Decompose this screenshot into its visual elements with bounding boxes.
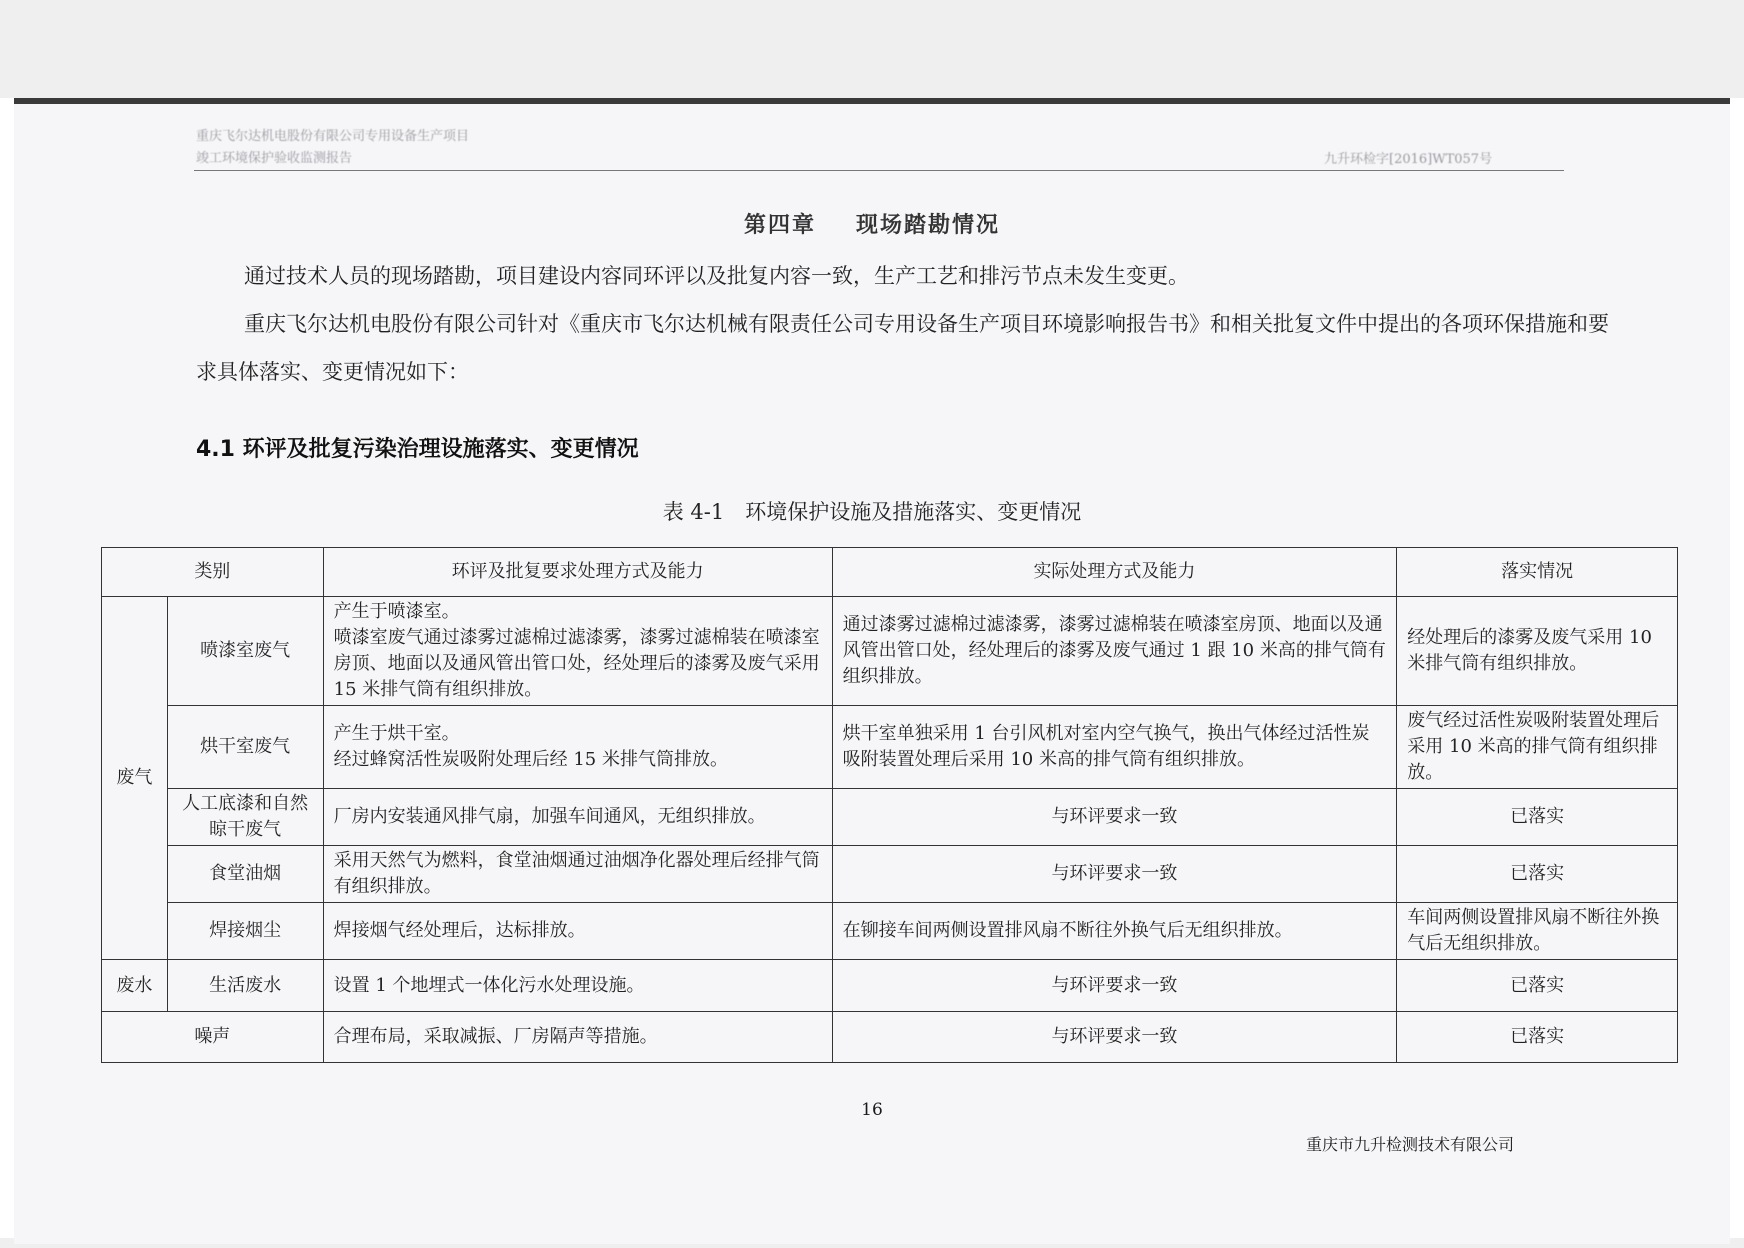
requirement-line: 产生于烘干室。 [333,723,460,744]
footer-company: 重庆市九升检测技术有限公司 [1306,1135,1515,1154]
intro-paragraph-1: 通过技术人员的现场踏勘，项目建设内容同环评以及批复内容一致，生产工艺和排污节点未发生变更。 [244,264,1189,288]
header-actual: 实际处理方式及能力 [832,548,1397,597]
scan-background-top [0,0,1744,98]
requirement-line: 喷漆室废气通过漆雾过滤棉过滤漆雾，漆雾过滤棉装在喷漆室房顶、地面以及通风管出管口处，经处理后的漆雾及废气采用 15 米排气筒有组织排放。 [333,627,820,700]
row-actual: 与环评要求一致 [832,1012,1397,1063]
row-requirement: 合理布局，采取减振、厂房隔声等措施。 [323,1012,832,1063]
row-requirement [323,706,832,789]
row-item: 焊接烟尘 [167,903,323,960]
chapter-title: 现场踏勘情况 [856,212,1001,238]
document-page [14,98,1730,1244]
requirement-line: 产生于喷漆室。 [333,601,460,622]
chapter-heading [14,208,1730,239]
table-row [102,706,1678,789]
row-status: 车间两侧设置排风扇不断往外换气后无组织排放。 [1397,903,1678,960]
requirement-line: 经过蜂窝活性炭吸附处理后经 15 米排气筒排放。 [333,749,728,770]
row-status: 已落实 [1397,960,1678,1012]
header-report-name: 竣工环境保护验收监测报告 [196,151,353,166]
row-item: 噪声 [102,1012,324,1063]
row-status: 已落实 [1397,789,1678,846]
row-item: 喷漆室废气 [167,597,323,706]
table-row [102,789,1678,846]
header-category: 类别 [102,548,324,597]
table-row [102,597,1678,706]
header-divider [194,170,1564,171]
row-requirement: 设置 1 个地埋式一体化污水处理设施。 [323,960,832,1012]
table-header-row [102,548,1678,597]
table-row [102,960,1678,1012]
group-waste-gas: 废气 [102,597,168,960]
table-row [102,1012,1678,1063]
row-item: 食堂油烟 [167,846,323,903]
row-actual: 烘干室单独采用 1 台引风机对室内空气换气，换出气体经过活性炭吸附装置处理后采用 10 米高的排气筒有组织排放。 [832,706,1397,789]
row-item: 烘干室废气 [167,706,323,789]
running-header-left [196,126,469,170]
table-row [102,846,1678,903]
row-actual: 与环评要求一致 [832,960,1397,1012]
row-status: 已落实 [1397,846,1678,903]
chapter-number: 第四章 [743,212,816,238]
header-report-number: 九升环检字[2016]WT057号 [1324,152,1493,167]
section-heading: 4.1 环评及批复污染治理设施落实、变更情况 [196,437,639,462]
header-project-name: 重庆飞尔达机电股份有限公司专用设备生产项目 [196,129,470,144]
row-status: 废气经过活性炭吸附装置处理后采用 10 米高的排气筒有组织排放。 [1397,706,1678,789]
row-status: 经处理后的漆雾及废气采用 10 米排气筒有组织排放。 [1397,597,1678,706]
row-requirement: 焊接烟气经处理后，达标排放。 [323,903,832,960]
header-status: 落实情况 [1397,548,1678,597]
intro-paragraph-2: 重庆飞尔达机电股份有限公司针对《重庆市飞尔达机械有限责任公司专用设备生产项目环境影响报告书》和相关批复文件中提出的各项环保措施和要求具体落实、变更情况如下： [196,312,1609,384]
group-waste-water: 废水 [102,960,168,1012]
page-number: 16 [861,1100,883,1120]
row-actual: 与环评要求一致 [832,789,1397,846]
row-requirement: 采用天然气为燃料，食堂油烟通过油烟净化器处理后经排气筒有组织排放。 [323,846,832,903]
header-requirement: 环评及批复要求处理方式及能力 [323,548,832,597]
row-actual: 与环评要求一致 [832,846,1397,903]
measures-table [101,547,1678,1063]
row-actual: 在铆接车间两侧设置排风扇不断往外换气后无组织排放。 [832,903,1397,960]
row-item: 人工底漆和自然晾干废气 [167,789,323,846]
row-requirement [323,597,832,706]
table-caption: 表 4-1 环境保护设施及措施落实、变更情况 [662,500,1082,524]
row-item: 生活废水 [167,960,323,1012]
row-actual: 通过漆雾过滤棉过滤漆雾，漆雾过滤棉装在喷漆室房顶、地面以及通风管出管口处，经处理后的漆雾及废气通过 1 跟 10 米高的排气筒有组织排放。 [832,597,1397,706]
row-requirement: 厂房内安装通风排气扇，加强车间通风，无组织排放。 [323,789,832,846]
row-status: 已落实 [1397,1012,1678,1063]
table-row [102,903,1678,960]
